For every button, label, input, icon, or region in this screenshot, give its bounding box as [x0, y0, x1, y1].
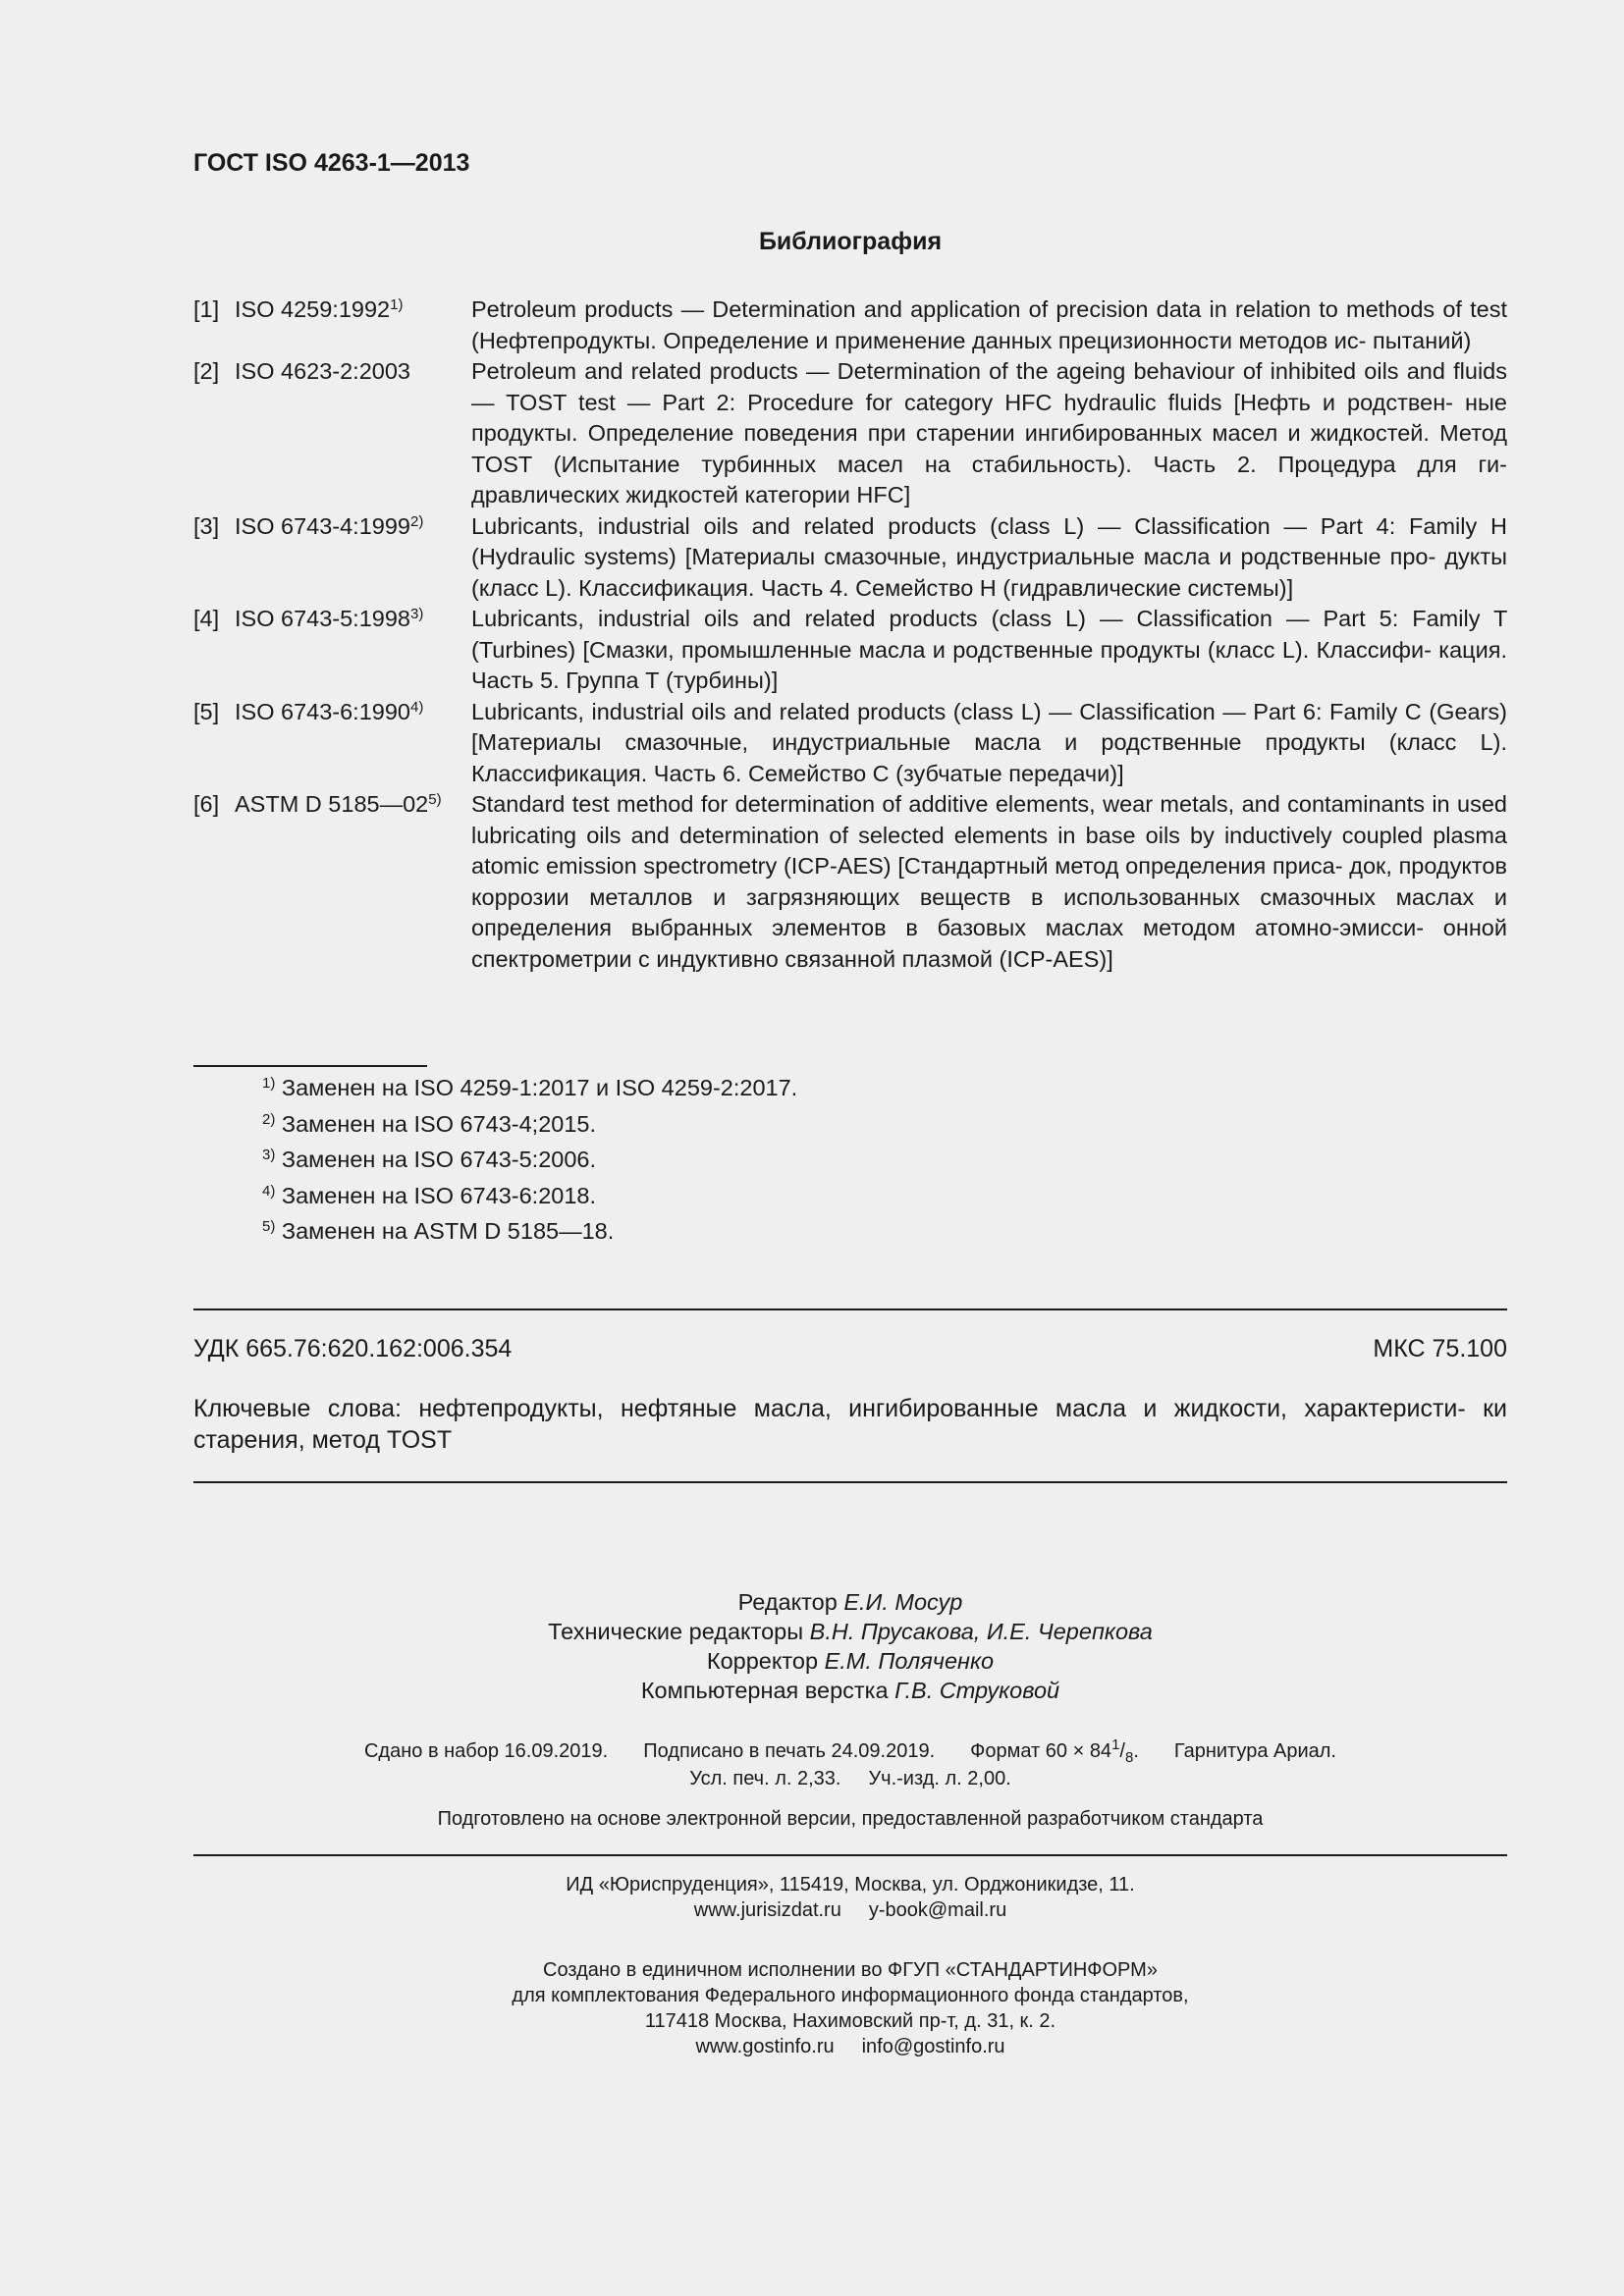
- footnote-mark: 1): [262, 1075, 276, 1092]
- entry-reference: [235, 511, 471, 605]
- entry-line: Petroleum and related products — Determination of the ageing behaviour of inhibited oils and: [471, 358, 1445, 384]
- format-slash: /: [1119, 1740, 1125, 1762]
- entry-description: [471, 604, 1507, 697]
- publisher-contacts: [193, 1897, 1507, 1923]
- footnote-text: Заменен на ISO 6743-5:2006.: [275, 1147, 597, 1172]
- bibliography-entry: [193, 789, 1507, 975]
- udk-code: УДК 665.76:620.162:006.354: [193, 1335, 513, 1362]
- footnote-mark: 3): [262, 1147, 276, 1163]
- editorial-credits: [193, 1587, 1507, 1705]
- bibliography-list: [193, 294, 1507, 975]
- creation-address: 117418 Москва, Нахимовский пр-т, д. 31, к. 2.: [644, 2010, 1056, 2032]
- footnote: [262, 1142, 797, 1178]
- credit-names: Г.В. Струковой: [894, 1678, 1060, 1703]
- footnote-text: Заменен на ISO 6743-4;2015.: [275, 1110, 597, 1137]
- entry-line: fluids — TOST test — Part 2: Procedure for category HFC hydraulic fluids [Нефть и родствен-: [471, 358, 1507, 415]
- format-suffix: .: [1133, 1740, 1139, 1762]
- entry-line: ные продукты. Определение поведения при старении ингибированных масел и жидкостей.: [471, 389, 1507, 446]
- entry-line: пытаний): [1373, 327, 1472, 353]
- entry-line: док, продуктов коррозии металлов и загрязняющих веществ в использованных смазочных: [471, 853, 1507, 910]
- bibliography-entry: [193, 511, 1507, 605]
- section-divider-bottom: [193, 1481, 1507, 1483]
- footnote-mark: 1): [390, 296, 404, 313]
- entry-line: маслах и определения выбранных элементов в базовых маслах методом атомно-эмисси-: [471, 883, 1507, 940]
- entry-description: [471, 294, 1507, 356]
- footnote-mark: 5): [428, 791, 442, 808]
- classification-row: [193, 1335, 1507, 1363]
- format-numerator: 1: [1111, 1736, 1120, 1753]
- footnote-mark: 3): [410, 606, 424, 622]
- entry-line: Классификация. Часть 6. Семейство С (зубчатые передачи)]: [471, 760, 1124, 786]
- entry-reference: [235, 356, 471, 511]
- entry-reference-code: ISO 6743-4:1999: [235, 512, 410, 539]
- entry-reference-code: ISO 6743-5:1998: [235, 606, 410, 631]
- publisher-email: y-book@mail.ru: [868, 1899, 1007, 1921]
- print-info-line: [193, 1765, 1507, 1792]
- entry-line: used lubricating oils and determination of selected elements in base oils by inductively coupled: [471, 791, 1508, 848]
- entry-line: plasma atomic emission spectrometry (ICP-AES) [Стандартный метод определения приса-: [471, 822, 1507, 879]
- entry-reference-code: ASTM D 5185—02: [235, 791, 429, 817]
- creation-contacts: [193, 2034, 1507, 2059]
- entry-line: Метод TOST (Испытание турбинных масел на стабильность). Часть 2. Процедура для ги-: [471, 420, 1507, 477]
- footnote-mark: 2): [262, 1110, 276, 1128]
- bibliography-entry: [193, 294, 1507, 356]
- creation-site: www.gostinfo.ru: [695, 2036, 835, 2057]
- entry-line: Standard test method for determination of additive elements, wear metals, and contaminants in: [471, 791, 1450, 817]
- footnote-separator: [193, 1065, 427, 1067]
- creation-info: [193, 1957, 1507, 2059]
- sent-to-typeset: Сдано в набор 16.09.2019.: [363, 1740, 609, 1762]
- entry-line: дравлических жидкостей категории HFC]: [471, 482, 911, 507]
- publisher-site: www.jurisizdat.ru: [693, 1899, 841, 1921]
- bibliography-title: Библиография: [758, 228, 943, 255]
- format-prefix: Формат 60 × 84: [970, 1740, 1112, 1762]
- credit-names: Е.И. Мосур: [843, 1589, 963, 1615]
- entry-line: (Gears) [Материалы смазочные, индустриальные масла и родственные продукты (класс L).: [471, 698, 1507, 755]
- signed-for-print: Подписано в печать 24.09.2019.: [643, 1740, 936, 1762]
- format-denominator: 8: [1124, 1749, 1134, 1766]
- credit-line: [193, 1617, 1507, 1646]
- section-divider-top: [193, 1308, 1507, 1310]
- entry-line: Lubricants, industrial oils and related products (class L) — Classification — Part 6: Family C: [471, 698, 1422, 724]
- entry-line: дукты (класс L). Классификация. Часть 4. Семейство Н (гидравлические системы)]: [471, 544, 1507, 601]
- footnote-mark: 4): [262, 1182, 276, 1200]
- credit-line: [193, 1646, 1507, 1676]
- publisher-divider: [193, 1854, 1507, 1856]
- entry-number: [2]: [193, 358, 220, 384]
- publisher-info: [193, 1872, 1507, 1923]
- credit-role: Корректор: [706, 1648, 825, 1674]
- footnote-mark: 5): [262, 1218, 276, 1235]
- credit-line: [193, 1676, 1507, 1705]
- entry-number: [6]: [193, 791, 220, 817]
- creation-line: для комплектования Федерального информационного фонда стандартов,: [512, 1985, 1189, 2006]
- creation-email: info@gostinfo.ru: [861, 2036, 1005, 2057]
- entry-line: Petroleum products — Determination and application of precision data in relation to methods of: [471, 296, 1462, 322]
- entry-line: (Hydraulic systems) [Материалы смазочные, индустриальные масла и родственные про-: [471, 544, 1436, 569]
- entry-line: (Turbines) [Смазки, промышленные масла и родственные продукты (класс L). Классифи-: [471, 636, 1432, 663]
- entry-line: Lubricants, industrial oils and related products (class L) — Classification — Part 4: Family H: [471, 512, 1507, 539]
- entry-number: [3]: [193, 512, 220, 539]
- publishing-sheets: Уч.-изд. л. 2,00.: [868, 1768, 1011, 1789]
- entry-reference: [235, 294, 471, 356]
- bibliography-entry: [193, 697, 1507, 790]
- keywords-line: ки старения, метод TOST: [193, 1395, 1507, 1454]
- footnote: [262, 1106, 797, 1143]
- entry-description: [471, 789, 1507, 975]
- entry-line: кация. Часть 5. Группа Т (турбины)]: [471, 636, 1507, 693]
- footnote: [262, 1178, 797, 1214]
- creation-line: Создано в единичном исполнении во ФГУП «СТАНДАРТИНФОРМ»: [543, 1959, 1158, 1981]
- entry-line: онной спектрометрии с индуктивно связанной плазмой (ICP-AES)]: [471, 915, 1508, 972]
- footnote-text: Заменен на ISO 6743-6:2018.: [275, 1182, 597, 1208]
- entry-number: [4]: [193, 606, 220, 631]
- publisher-address: ИД «Юриспруденция», 115419, Москва, ул. Орджоникидзе, 11.: [566, 1874, 1135, 1896]
- keywords: [193, 1393, 1507, 1456]
- footnote: [262, 1213, 797, 1250]
- print-info-line: [193, 1737, 1507, 1765]
- typeface: Гарнитура Ариал.: [1173, 1740, 1336, 1762]
- entry-reference: [235, 789, 471, 975]
- print-info: [193, 1737, 1507, 1792]
- keywords-line: Ключевые слова: нефтепродукты, нефтяные масла, ингибированные масла и жидкости, характеристи-: [193, 1395, 1466, 1422]
- mks-code: МКС 75.100: [1373, 1335, 1507, 1362]
- footnotes: [262, 1070, 797, 1250]
- footnote-text: Заменен на ASTM D 5185—18.: [275, 1218, 615, 1244]
- entry-reference-code: ISO 4623-2:2003: [235, 358, 410, 384]
- footnote-text: Заменен на ISO 4259-1:2017 и ISO 4259-2:2017.: [275, 1075, 798, 1100]
- entry-number: [5]: [193, 698, 220, 724]
- footnote-mark: 2): [410, 512, 424, 530]
- entry-description: [471, 356, 1507, 511]
- bibliography-entry: [193, 604, 1507, 697]
- bibliography-entry: [193, 356, 1507, 511]
- credit-role: Редактор: [737, 1589, 844, 1615]
- credit-line: [193, 1587, 1507, 1617]
- credit-role: Компьютерная верстка: [640, 1678, 895, 1703]
- entry-reference: [235, 604, 471, 697]
- entry-reference-code: ISO 6743-6:1990: [235, 698, 410, 724]
- footnote-mark: 4): [410, 698, 424, 716]
- document-header: ГОСТ ISO 4263-1—2013: [193, 149, 470, 177]
- entry-description: [471, 511, 1507, 605]
- entry-reference: [235, 697, 471, 790]
- print-sheets: Усл. печ. л. 2,33.: [689, 1768, 841, 1789]
- footnote: [262, 1070, 797, 1106]
- entry-reference-code: ISO 4259:1992: [235, 296, 391, 322]
- credit-role: Технические редакторы: [548, 1619, 810, 1644]
- entry-number: [1]: [193, 296, 220, 322]
- entry-description: [471, 697, 1507, 790]
- entry-line: test (Нефтепродукты. Определение и применение данных прецизионности методов ис-: [471, 296, 1508, 353]
- prepared-note: Подготовлено на основе электронной версии, предоставленной разработчиком стандарта: [437, 1808, 1264, 1830]
- credit-names: Е.М. Поляченко: [824, 1648, 995, 1674]
- credit-names: В.Н. Прусакова, И.Е. Черепкова: [809, 1619, 1153, 1644]
- paper-format: [970, 1736, 1139, 1766]
- entry-line: Lubricants, industrial oils and related products (class L) — Classification — Part 5: Family T: [471, 606, 1507, 631]
